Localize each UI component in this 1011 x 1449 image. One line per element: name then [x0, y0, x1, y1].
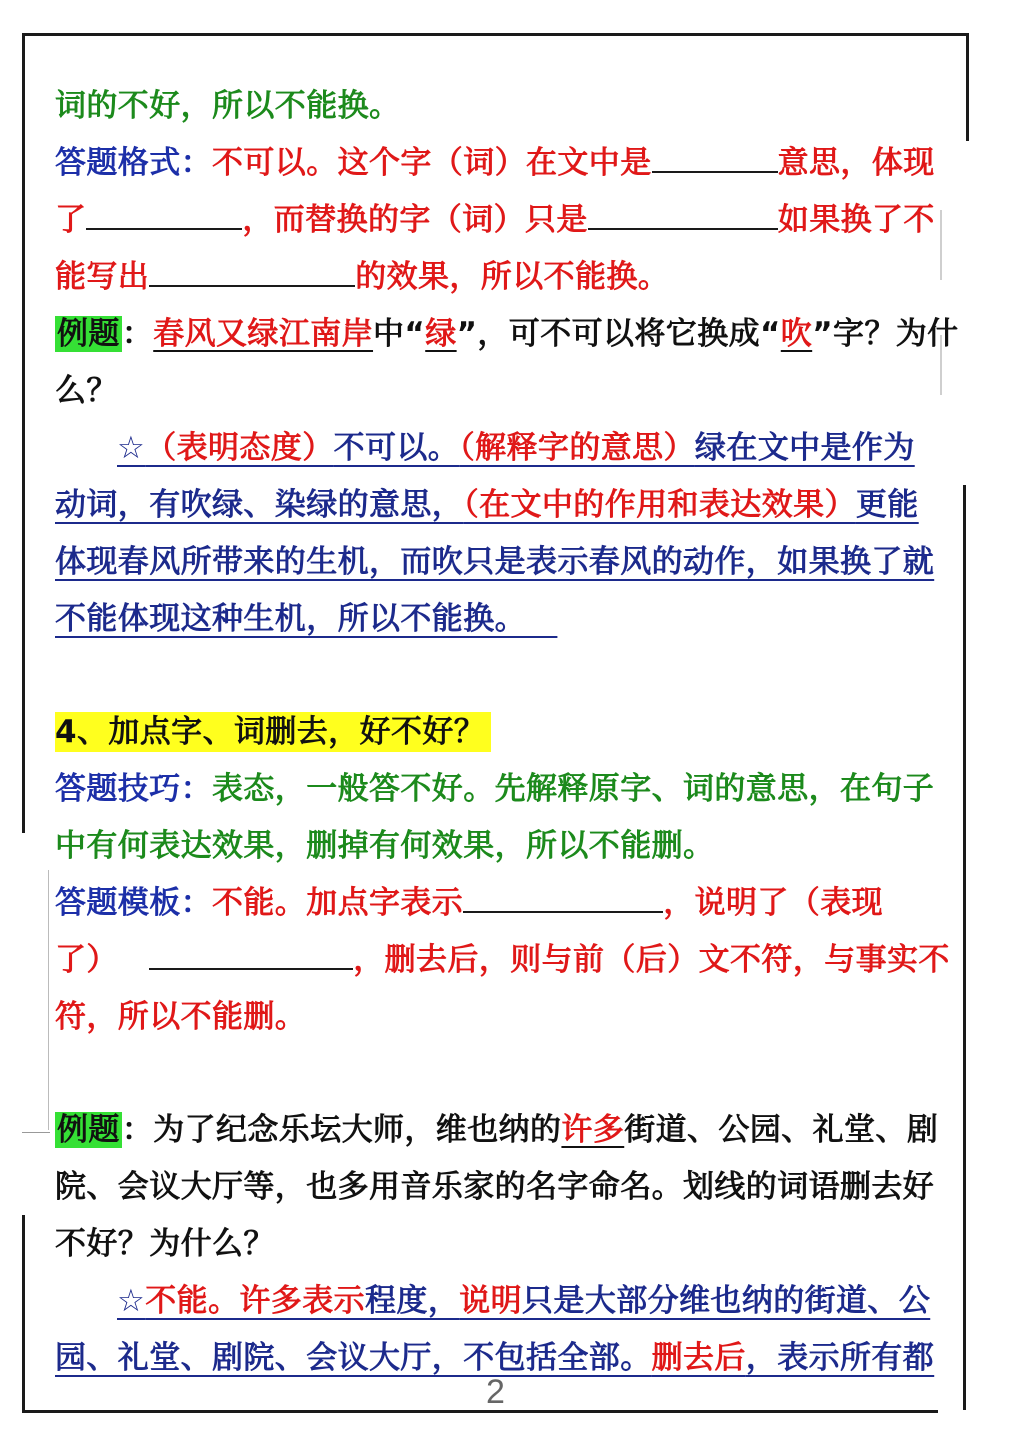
- format-line: [55, 135, 940, 192]
- template-text: 不能。加点字表示: [212, 885, 464, 921]
- format-text: 能写出: [55, 259, 150, 295]
- example-line: [55, 1102, 940, 1159]
- template-text: 了）: [55, 942, 118, 978]
- example-text: 不好？为什么？: [55, 1226, 275, 1262]
- example-text: 院、会议大厅等，也多用音乐家的名字命名。划线的词语删去好: [55, 1169, 935, 1205]
- answer-text: 程度，: [365, 1283, 460, 1319]
- template-text: ，删去后，则与前（后）文不符，与事实不: [353, 942, 950, 978]
- fill-blank: [652, 145, 778, 173]
- answer-hint: 删去后: [651, 1340, 746, 1376]
- faint-edge: [940, 210, 942, 280]
- star-icon: ☆: [117, 430, 146, 466]
- tip-text: 表态，一般答不好。先解释原字、词的意思，在句子: [212, 771, 935, 807]
- faint-tick: [22, 1132, 50, 1133]
- page-number: 2: [486, 1373, 505, 1411]
- answer-hint: （在文中的作用和表达效果）: [463, 487, 856, 523]
- example-line: [55, 1216, 940, 1273]
- answer-text: 只是大部分维也纳的街道、公: [522, 1283, 931, 1319]
- answer-hint: （表明态度）: [145, 430, 334, 466]
- example-line: [55, 1159, 940, 1216]
- frame-right-line: [966, 33, 969, 141]
- answer-text: 动词，有吹绿、染绿的意思，: [55, 487, 464, 523]
- frame-right-line-lower: [963, 485, 966, 1410]
- template-line: [55, 875, 940, 932]
- fill-blank: [588, 202, 778, 230]
- template-text: ，说明了（表现: [663, 885, 884, 921]
- answer-hint: 不能。许多表示: [145, 1283, 366, 1319]
- example-text: ”字？为什: [812, 316, 959, 352]
- line-text: 词的不好，所以不能换。: [55, 88, 401, 124]
- answer-line: [55, 1273, 940, 1330]
- fill-blank: [149, 942, 353, 970]
- poem-line: 春风又绿江南岸: [153, 316, 374, 352]
- tip-line: [55, 761, 940, 818]
- faint-edge: [48, 870, 49, 1130]
- tip-label: 答题技巧：: [55, 771, 212, 807]
- fill-blank: [149, 259, 355, 287]
- answer-text: 园、礼堂、剧院、会议大厅，不包括全部。: [55, 1340, 652, 1376]
- text-line: [55, 78, 940, 135]
- star-icon: ☆: [117, 1283, 146, 1319]
- template-line: [55, 989, 940, 1046]
- template-line: [55, 932, 950, 989]
- key-word: 吹: [780, 316, 813, 352]
- example-line: [55, 306, 959, 363]
- format-text: 不可以。这个字（词）在文中是: [212, 145, 652, 181]
- format-line: [55, 249, 940, 306]
- answer-text: 不能体现这种生机，所以不能换。: [55, 601, 526, 637]
- frame-top-line: [22, 33, 968, 36]
- example-tag: 例题: [57, 316, 120, 352]
- format-text: 意思，体现: [777, 145, 935, 181]
- format-label: 答题格式：: [55, 145, 212, 181]
- format-text: 如果换了不: [777, 202, 935, 238]
- template-label: 答题模板：: [55, 885, 212, 921]
- tip-text: 中有何表达效果，删掉有何效果，所以不能删。: [55, 828, 715, 864]
- key-word: 许多: [561, 1112, 625, 1148]
- example-text: ”，可不可以将它换成“: [456, 316, 781, 352]
- example-text: ：为了纪念乐坛大师，维也纳的: [121, 1112, 562, 1148]
- page-content: [55, 78, 959, 1387]
- format-line: [55, 192, 940, 249]
- answer-text: 体现春风所带来的生机，而吹只是表示春风的动作，如果换了就: [55, 544, 935, 580]
- example-line: [55, 363, 940, 420]
- frame-bottom-line: [22, 1410, 938, 1413]
- section-title-line: [55, 704, 940, 761]
- answer-hint: 说明: [459, 1283, 523, 1319]
- fill-blank: [86, 202, 242, 230]
- answer-line: [55, 477, 940, 534]
- frame-left-line: [22, 33, 25, 833]
- format-text: 了: [55, 202, 87, 238]
- frame-left-line-lower: [22, 1215, 25, 1413]
- answer-line: [55, 420, 940, 477]
- answer-text: 更能: [855, 487, 919, 523]
- answer-hint: （解释字的意思）: [459, 430, 695, 466]
- tip-line: [55, 818, 940, 875]
- answer-text: ，表示所有都: [745, 1340, 935, 1376]
- spacer: [55, 648, 940, 704]
- spacer: [55, 1046, 940, 1102]
- answer-text: 不可以。: [333, 430, 460, 466]
- example-text: 么？: [55, 373, 118, 409]
- section-title: 4、加点字、词删去，好不好？: [55, 712, 491, 752]
- format-text: ，而替换的字（词）只是: [242, 202, 588, 238]
- example-text: 中“: [373, 316, 426, 352]
- example-tag: 例题: [57, 1112, 120, 1148]
- fill-blank: [463, 885, 663, 913]
- key-word: 绿: [425, 316, 457, 352]
- answer-line: [55, 534, 940, 591]
- example-text: 街道、公园、礼堂、剧: [624, 1112, 939, 1148]
- example-text: ：: [121, 316, 154, 352]
- format-text: 的效果，所以不能换。: [355, 259, 670, 295]
- answer-line: [55, 591, 940, 648]
- answer-text: 绿在文中是作为: [694, 430, 915, 466]
- template-text: 符，所以不能删。: [55, 999, 307, 1035]
